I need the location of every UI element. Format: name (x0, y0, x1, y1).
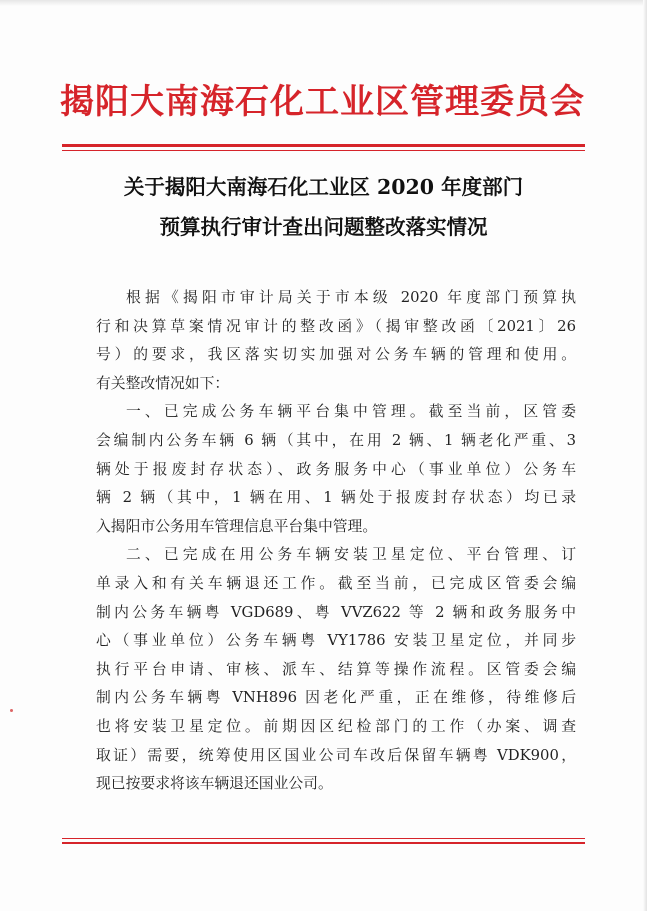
scan-speck (10, 709, 13, 712)
body-line: 辆 2 辆（其中，1 辆在用、1 辆处于报废封存状态）均已录 (96, 489, 576, 507)
body-line: 现已按要求将该车辆退还国业公司。 (96, 775, 333, 793)
body-line: 有关整改情况如下： (96, 374, 230, 392)
document-title-line-1: 关于揭阳大南海石化工业区 2020 年度部门 (123, 175, 524, 199)
body-line: 心（事业单位）公务车辆粤 VY1786 安装卫星定位，并同步 (96, 632, 576, 650)
body-line: 也将安装卫星定位。前期因区纪检部门的工作（办案、调查 (96, 717, 576, 735)
body-line: 单录入和有关车辆退还工作。截至当前，已完成区管委会编 (96, 574, 576, 592)
body-line: 执行平台申请、审核、派车、结算等操作流程。区管委会编 (96, 660, 576, 678)
body-line: 取证）需要，统筹使用区国业公司车改后保留车辆粤 VDK900， (96, 746, 576, 764)
body-line: 一、已完成公务车辆平台集中管理。截至当前，区管委 (126, 403, 576, 421)
body-line: 会编制内公务车辆 6 辆（其中，在用 2 辆、1 辆老化严重、3 (96, 431, 576, 449)
letterhead-title: 揭阳大南海石化工业区管理委员会 (60, 82, 585, 122)
body-line: 二、已完成在用公务车辆安装卫星定位、平台管理、订 (126, 546, 576, 564)
body-line: 号）的要求，我区落实切实加强对公务车辆的管理和使用。 (96, 346, 576, 364)
scan-edge-right (643, 0, 647, 911)
body-line: 行和决算草案情况审计的整改函》（揭审整改函〔2021〕26 (96, 317, 576, 335)
scan-edge-top (0, 0, 647, 6)
body-line: 制内公务车辆粤 VGD689、粤 VVZ622 等 2 辆和政务服务中 (96, 603, 576, 621)
document-title-line-2: 预算执行审计查出问题整改落实情况 (159, 215, 488, 239)
body-line: 根据《揭阳市审计局关于市本级 2020 年度部门预算执 (126, 289, 576, 306)
footer-red-rule-thick (62, 842, 585, 844)
body-line: 辆处于报废封存状态）、政务服务中心（事业单位）公务车 (96, 460, 576, 478)
letterhead-red-rule-thin (62, 150, 585, 151)
footer-red-rule-thin (62, 838, 585, 839)
document-body (96, 284, 576, 799)
body-line: 入揭阳市公务用车管理信息平台集中管理。 (96, 517, 378, 535)
body-line: 制内公务车辆粤 VNH896 因老化严重，正在维修，待维修后 (96, 689, 576, 707)
letterhead-red-rule-thick (62, 144, 585, 147)
